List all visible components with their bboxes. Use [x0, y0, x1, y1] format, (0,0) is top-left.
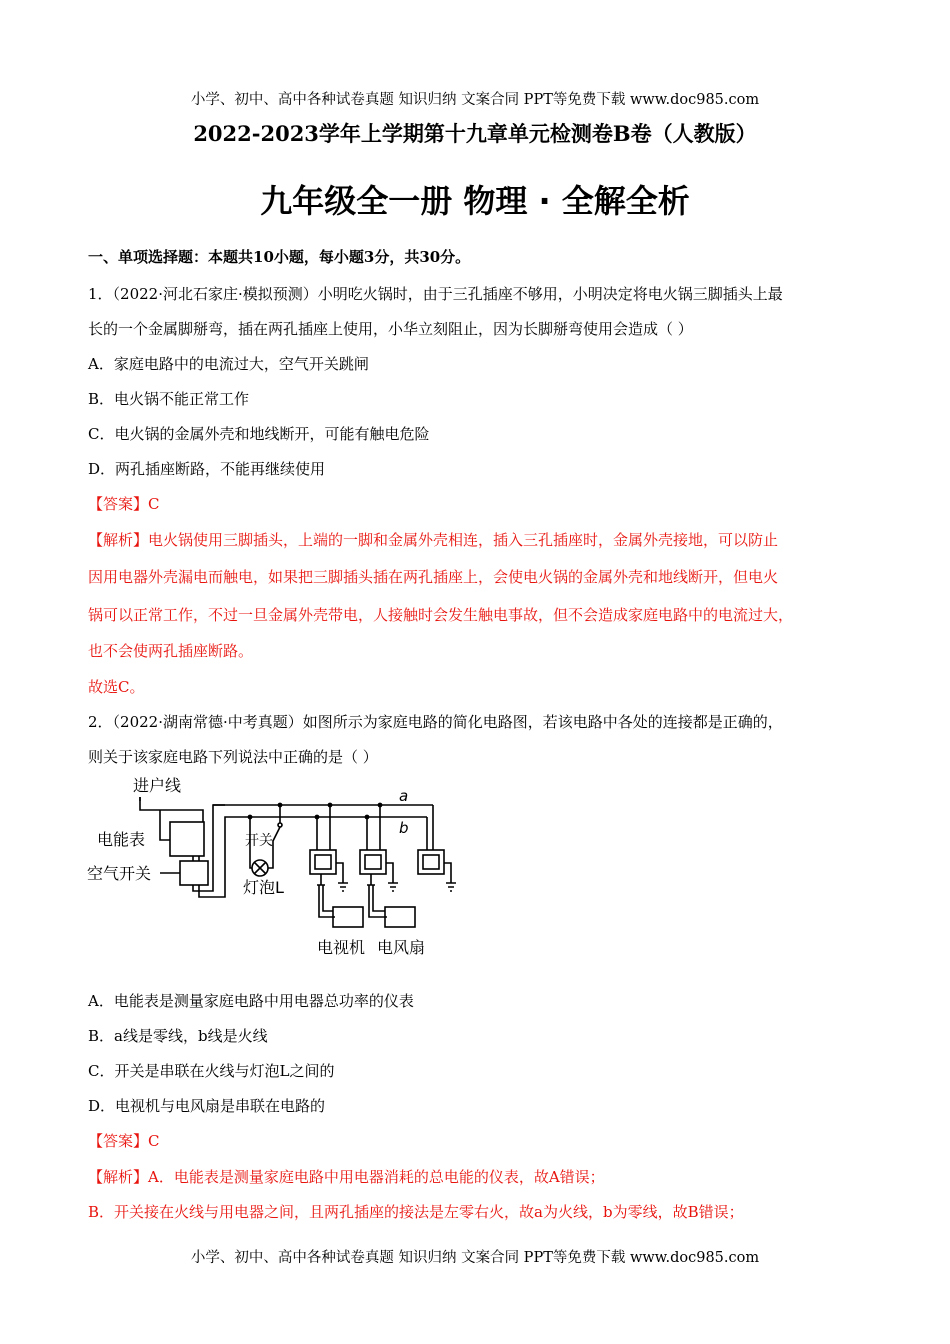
- q1-option-c: C．电火锅的金属外壳和地线断开，可能有触电危险: [88, 425, 430, 443]
- q2-explanation-line1: 【解析】A．电能表是测量家庭电路中用电器消耗的总电能的仪表，故A错误；: [88, 1168, 605, 1186]
- page-footer: 小学、初中、高中各种试卷真题 知识归纳 文案合同 PPT等免费下载 www.doc985.com: [190, 1250, 760, 1266]
- q1-option-d: D．两孔插座断路，不能再继续使用: [88, 460, 326, 478]
- q2-answer: 【答案】C: [88, 1132, 160, 1150]
- q2-option-d: D．电视机与电风扇是串联在电路的: [88, 1097, 326, 1115]
- q1-answer: 【答案】C: [88, 495, 160, 513]
- socket-1-face: [315, 855, 331, 869]
- socket-1: [310, 850, 336, 874]
- page-header: 小学、初中、高中各种试卷真题 知识归纳 文案合同 PPT等免费下载 www.doc985.com: [190, 92, 760, 108]
- q2-stem-line2: 则关于该家庭电路下列说法中正确的是（ ）: [88, 748, 378, 766]
- q1-option-a: A．家庭电路中的电流过大，空气开关跳闸: [88, 355, 369, 373]
- switch-blade: [273, 827, 280, 859]
- wire-b-label: b: [399, 819, 409, 837]
- document-subtitle: 九年级全一册 物理 · 全解全析: [260, 182, 690, 220]
- q2-stem-line1: 2．（2022·湖南常德·中考真题）如图所示为家庭电路的简化电路图，若该电路中各处的连接都是正确的，: [88, 713, 783, 731]
- socket3-ground: [444, 863, 456, 891]
- q1-explanation-line3: 锅可以正常工作，不过一旦金属外壳带电，人接触时会发生触电事故，但不会造成家庭电路中的电流过大，: [88, 606, 794, 624]
- incoming-line-label: [133, 776, 181, 795]
- socket2-wires: [367, 805, 380, 850]
- incoming-wire-1: [140, 797, 203, 822]
- q2-explanation-line2: B．开关接在火线与用电器之间，且两孔插座的接法是左零右火，故a为火线，b为零线，故B错误；: [88, 1203, 744, 1221]
- socket-2-face: [365, 855, 381, 869]
- socket1-ground: [336, 863, 348, 891]
- q1-conclusion: 故选C。: [88, 678, 145, 696]
- socket1-wires: [317, 805, 330, 850]
- meter-lead: [160, 822, 170, 840]
- q1-explanation-line1: 【解析】电火锅使用三脚插头，上端的一脚和金属外壳相连，插入三孔插座时，金属外壳接地，可以防止: [88, 531, 779, 549]
- fan-box: [385, 907, 415, 927]
- switch-contact: [278, 823, 282, 827]
- tv-box: [333, 907, 363, 927]
- q1-stem-line1: 1．（2022·河北石家庄·模拟预测）小明吃火锅时，由于三孔插座不够用，小明决定将电火锅三脚插头上最: [88, 285, 783, 303]
- socket2-plug-cord: [367, 874, 387, 917]
- bulb-label: 灯泡L: [243, 878, 284, 897]
- socket3-wires: [427, 805, 433, 850]
- q1-explanation-line2: 因用电器外壳漏电而触电，如果把三脚插头插在两孔插座上，会使电火锅的金属外壳和地线断开，但电火: [88, 568, 779, 586]
- socket-3: [418, 850, 444, 874]
- electric-meter-label: 电能表: [97, 830, 146, 849]
- switch-label: 开关: [245, 833, 273, 849]
- q1-stem-line2: 长的一个金属脚掰弯，插在两孔插座上使用，小华立刻阻止，因为长脚掰弯使用会造成（ ）: [88, 320, 693, 338]
- fan-label: 电风扇: [377, 938, 426, 957]
- electric-meter-box: [170, 822, 204, 856]
- wire-a-label: a: [399, 787, 409, 805]
- q1-explanation-line4: 也不会使两孔插座断路。: [88, 642, 254, 660]
- socket-3-face: [423, 855, 439, 869]
- wire-a-feed: [193, 805, 433, 891]
- socket-2: [360, 850, 386, 874]
- incoming-line-text: 进户线: [133, 776, 182, 795]
- socket2-ground: [386, 863, 398, 891]
- section-heading: 一、单项选择题：本题共10小题，每小题3分，共30分。: [88, 248, 471, 266]
- tv-label: 电视机: [317, 938, 366, 957]
- q2-option-b: B．a线是零线，b线是火线: [88, 1027, 268, 1045]
- air-switch-label: 空气开关: [87, 864, 152, 883]
- q2-option-c: C．开关是串联在火线与灯泡L之间的: [88, 1062, 335, 1080]
- household-circuit-diagram: [85, 775, 480, 965]
- air-switch-box: [180, 861, 208, 885]
- q2-option-a: A．电能表是测量家庭电路中用电器总功率的仪表: [88, 992, 414, 1010]
- wire-b-feed: [199, 817, 427, 897]
- document-title: 2022-2023学年上学期第十九章单元检测卷B卷（人教版）: [193, 121, 757, 146]
- q1-option-b: B．电火锅不能正常工作: [88, 390, 250, 408]
